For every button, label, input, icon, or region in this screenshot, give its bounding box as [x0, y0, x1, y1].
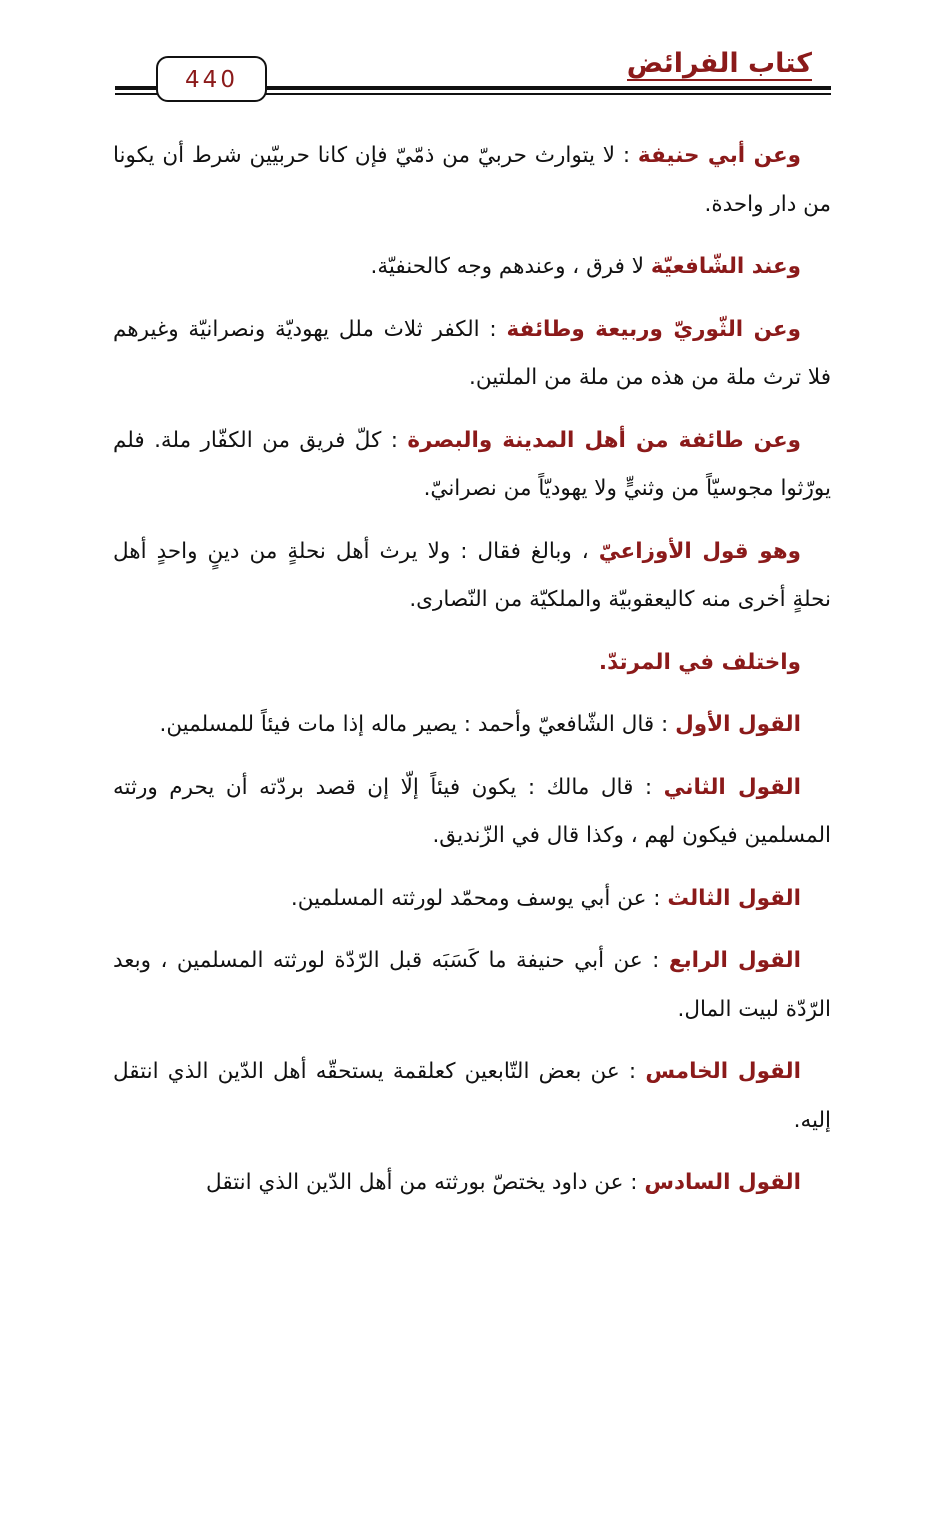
paragraph-text: : قال مالك : يكون فيئاً إلّا إن قصد بردّته أن يحرم ورثته المسلمين فيكون لهم ، وكذا قال في الزّنديق. [113, 774, 831, 848]
paragraph-text: لا فرق ، وعندهم وجه كالحنفيّة. [370, 254, 651, 279]
paragraph-lead: القول السادس [644, 1170, 801, 1195]
book-title-underline [627, 79, 812, 81]
paragraph [113, 417, 831, 514]
paragraph-text: : الكفر ثلاث ملل يهوديّة ونصرانيّة وغيرهم فلا ترث ملة من هذه من ملة من الملتين. [113, 316, 831, 390]
section-heading [113, 639, 831, 688]
paragraph-text: : لا يتوارث حربيّ من ذمّيّ فإن كانا حربيّين شرط أن يكونا من دار واحدة. [113, 143, 831, 217]
book-title [627, 48, 812, 79]
paragraph-text: : عن أبي يوسف ومحمّد لورثته المسلمين. [290, 885, 668, 911]
paragraph-text: : كلّ فريق من الكفّار ملة. فلم يورّثوا مجوسيّاً من وثنيٍّ ولا يهوديّاً من نصرانيّ. [113, 427, 831, 501]
paragraph [113, 306, 831, 403]
paragraph [113, 875, 831, 924]
paragraph [113, 764, 831, 861]
paragraph [113, 937, 831, 1034]
paragraph-text: ، وبالغ فقال : ولا يرث أهل نحلةٍ من دينٍ واحدٍ أهل نحلةٍ أخرى منه كاليعقوبيّة والملكيّة من النّصارى. [113, 538, 831, 612]
paragraph [113, 1048, 831, 1145]
paragraph-text: : قال الشّافعيّ وأحمد : يصير ماله إذا مات فيئاً للمسلمين. [159, 712, 676, 737]
paragraph-lead: القول الخامس [645, 1059, 801, 1084]
paragraph-lead: واختلف في المرتدّ. [598, 649, 801, 675]
paragraph-lead: القول الثاني [663, 774, 801, 800]
paragraph [113, 701, 831, 750]
paragraph [113, 132, 831, 229]
paragraph-lead: وعن الثّوريّ وربيعة وطائفة [506, 316, 801, 342]
paragraph-lead: القول الرابع [668, 948, 802, 973]
paragraph-lead: وعند الشّافعيّة [650, 254, 801, 279]
page-number: 440 [156, 56, 267, 102]
paragraph-lead: وهو قول الأوزاعيّ [598, 538, 801, 564]
paragraph [113, 243, 831, 292]
paragraph-lead: القول الأول [675, 712, 801, 737]
paragraph [113, 1159, 831, 1208]
paragraph-text: : عن أبي حنيفة ما كَسَبَه قبل الرّدّة لورثته المسلمين ، وبعد الرّدّة لبيت المال. [113, 948, 831, 1022]
page-body [113, 132, 831, 1222]
book-title-text: كتاب الفرائض [626, 48, 812, 79]
paragraph-lead: وعن طائفة من أهل المدينة والبصرة [407, 427, 802, 453]
paragraph-lead: القول الثالث [667, 885, 801, 911]
paragraph-lead: وعن أبي حنيفة [637, 143, 801, 168]
page-header [0, 0, 945, 110]
paragraph [113, 528, 831, 625]
paragraph-text: : عن داود يختصّ بورثته من أهل الدّين الذي انتقل [206, 1170, 645, 1195]
paragraph-text: : عن بعض التّابعين كعلقمة يستحقّه أهل الدّين الذي انتقل إليه. [113, 1059, 831, 1133]
